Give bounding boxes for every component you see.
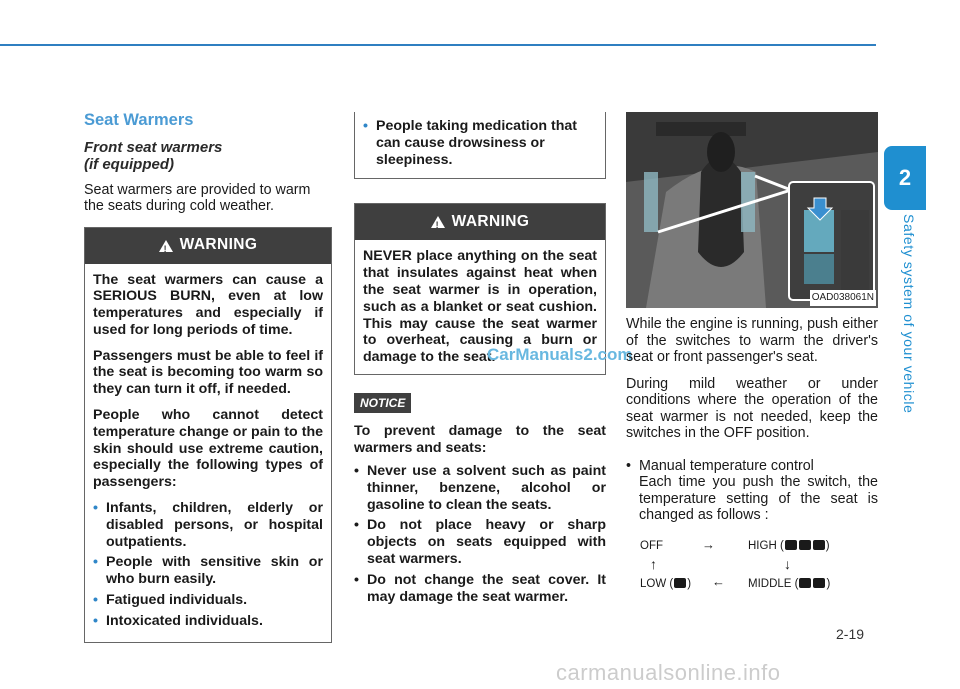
cycle-low-label [640, 576, 691, 593]
chapter-tab[interactable]: 2 [884, 146, 926, 210]
cycle-close-paren: ) [825, 539, 830, 552]
temperature-cycle-diagram [626, 536, 878, 596]
cycle-close-paren: ) [687, 577, 692, 590]
page-number: 2-19 [836, 626, 865, 642]
arrow-up-icon: ↑ [650, 555, 657, 572]
warning-triangle-icon [159, 240, 173, 252]
photo-code-label: OAD038061N [810, 290, 876, 307]
console-illustration [626, 112, 878, 308]
notice-badge: NOTICE [354, 393, 411, 414]
notice-body [354, 423, 606, 605]
warning-label: WARNING [179, 236, 258, 254]
warning-body [85, 264, 331, 642]
heat-level-icon [785, 540, 797, 550]
warning-header [355, 204, 605, 240]
seat-warmer-switch-photo [626, 112, 878, 308]
notice-list [354, 463, 606, 605]
arrow-right-icon: → [702, 536, 715, 552]
warning-label: WARNING [451, 213, 530, 231]
heat-level-icon [813, 578, 825, 588]
arrow-left-icon: ← [712, 573, 725, 589]
warning-paragraph: NEVER place anything on the seat that insulates against heat when the seat warmer is in operation, such as a blanket or seat cushion. This may cause the seat warmer to overheat, causing a burn or damage to the seat. [363, 248, 597, 366]
warning-list-item: • People with sensitive skin or who burn easily. [93, 554, 323, 588]
notice-intro: To prevent damage to the seat warmers and seats: [354, 423, 606, 457]
heat-level-icon [674, 578, 686, 588]
intro-paragraph: Seat warmers are provided to warm the seats during cold weather. [84, 181, 311, 214]
heat-level-icon [813, 540, 825, 550]
cycle-middle-text: MIDDLE ( [748, 577, 799, 590]
manual-control-bullet: • Manual temperature control [626, 458, 878, 475]
warning-paragraph: The seat warmers can cause a SERIOUS BURN, even at low temperatures and especially if used for long periods of time. [93, 271, 323, 338]
cycle-middle-label [748, 576, 830, 593]
instructions-body [626, 316, 878, 524]
warning-header [85, 228, 331, 264]
warning-triangle-icon [431, 216, 445, 228]
sub-title [84, 139, 332, 173]
column-right [626, 112, 878, 596]
cycle-off-label: OFF [640, 539, 663, 552]
warning-continuation-box [354, 112, 606, 179]
cycle-close-paren: ) [826, 577, 831, 590]
instruction-paragraph: While the engine is running, push either of the switches to warm the driver's seat or front passenger's seat. [626, 316, 878, 365]
heat-level-icon [799, 578, 811, 588]
notice-list-item: • Do not place heavy or sharp objects on seats equipped with seat warmers. [354, 517, 606, 567]
sub-title-line2: (if equipped) [84, 155, 174, 173]
warning-paragraph: People who cannot detect temperature change or pain to the skin should use extreme caution, especially the following types of passengers: [93, 407, 323, 491]
heat-level-icon [799, 540, 811, 550]
warning-paragraph: Passengers must be able to feel if the seat is becoming too warm so they can turn it off, if needed. [93, 347, 323, 398]
warning-list-item: • Infants, children, elderly or disabled persons, or hospital outpatients. [93, 500, 323, 550]
column-left [84, 112, 332, 643]
warning-list-item: • People taking medication that can cause drowsiness or sleepiness. [363, 118, 597, 168]
arrow-down-icon: ↓ [784, 555, 791, 572]
warning-box-burn [84, 227, 332, 643]
section-title: Seat Warmers [84, 111, 194, 129]
cycle-high-label [748, 538, 830, 555]
notice-list-item: • Never use a solvent such as paint thinner, benzene, alcohol or gasoline to clean the seats. [354, 463, 606, 513]
footer-brand-watermark: carmanualsonline.info [556, 660, 781, 685]
cycle-low-text: LOW ( [640, 577, 674, 590]
manual-control-description: Each time you push the switch, the temperature setting of the seat is changed as follows : [639, 474, 878, 523]
warning-list-item: • Fatigued individuals. [93, 592, 323, 609]
notice-list-item: • Do not change the seat cover. It may damage the seat warmer. [354, 572, 606, 606]
chapter-side-title: Safety system of your vehicle [901, 214, 917, 414]
cycle-high-text: HIGH ( [748, 539, 784, 552]
header-rule [0, 44, 876, 46]
sub-title-line1: Front seat warmers [84, 138, 223, 156]
watermark-text: CarManuals2.com [487, 345, 633, 364]
instruction-paragraph: During mild weather or under conditions where the operation of the seat warmer is not needed, keep the switches in the OFF position. [626, 375, 878, 441]
warning-list-item: • Intoxicated individuals. [93, 613, 323, 630]
warning-list [93, 500, 323, 630]
